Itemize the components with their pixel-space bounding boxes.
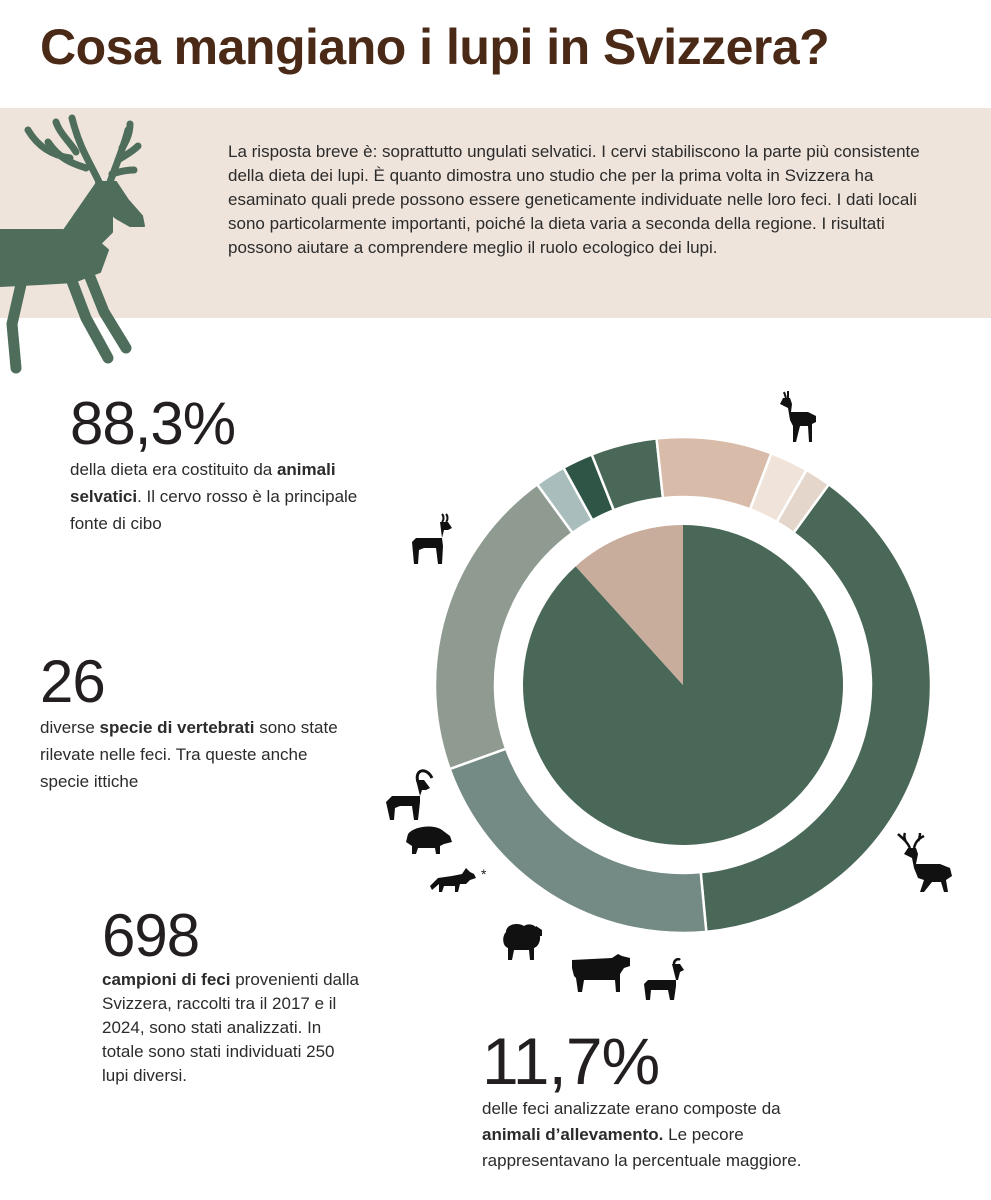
stat-species-description: diverse specie di vertebrati sono state rilevate nelle feci. Tra queste anche specie ittiche <box>40 718 338 791</box>
goat-icon <box>640 958 686 1002</box>
footnote-asterisk: * <box>481 866 487 882</box>
stat-species-value: 26 <box>40 648 105 715</box>
stat-farm-value: 11,7% <box>482 1024 660 1098</box>
stat-samples-description: campioni di feci provenienti dalla Svizzera, raccolti tra il 2017 e il 2024, sono stati analizzati. In totale sono stati individuati 250 lupi diversi. <box>102 970 360 1085</box>
stat-farm-description: delle feci analizzate erano composte da animali d’allevamento. Le pecore rappresentavano la percentuale maggiore. <box>482 1099 802 1170</box>
stat-samples-value: 698 <box>102 902 200 969</box>
intro-text: La risposta breve è: soprattutto ungulati selvatici. I cervi stabiliscono la parte più consistente della dieta dei lupi. È quanto dimostra uno studio che per la prima volta in Svizzera ha esaminato quali prede possono essere geneticamente individuate nelle loro feci. I dati locali sono particolarmente importanti, poiché la dieta varia a seconda della regione. I risultati possono aiutare a comprendere meglio il ruolo ecologico dei lupi. <box>228 142 920 257</box>
wild-boar-icon <box>404 824 454 856</box>
chamois-icon <box>408 512 456 566</box>
stat-wild-description: della dieta era costituito da animali selvatici. Il cervo rosso è la principale fonte di cibo <box>70 460 358 533</box>
fox-icon <box>430 866 478 894</box>
page-title: Cosa mangiano i lupi in Svizzera? <box>40 19 830 75</box>
cattle-icon <box>570 950 632 994</box>
ibex-icon <box>384 768 436 822</box>
stag-icon <box>896 832 956 894</box>
sheep-icon <box>498 920 544 962</box>
roe-deer-icon <box>778 390 822 444</box>
stat-wild-value: 88,3% <box>70 390 236 457</box>
